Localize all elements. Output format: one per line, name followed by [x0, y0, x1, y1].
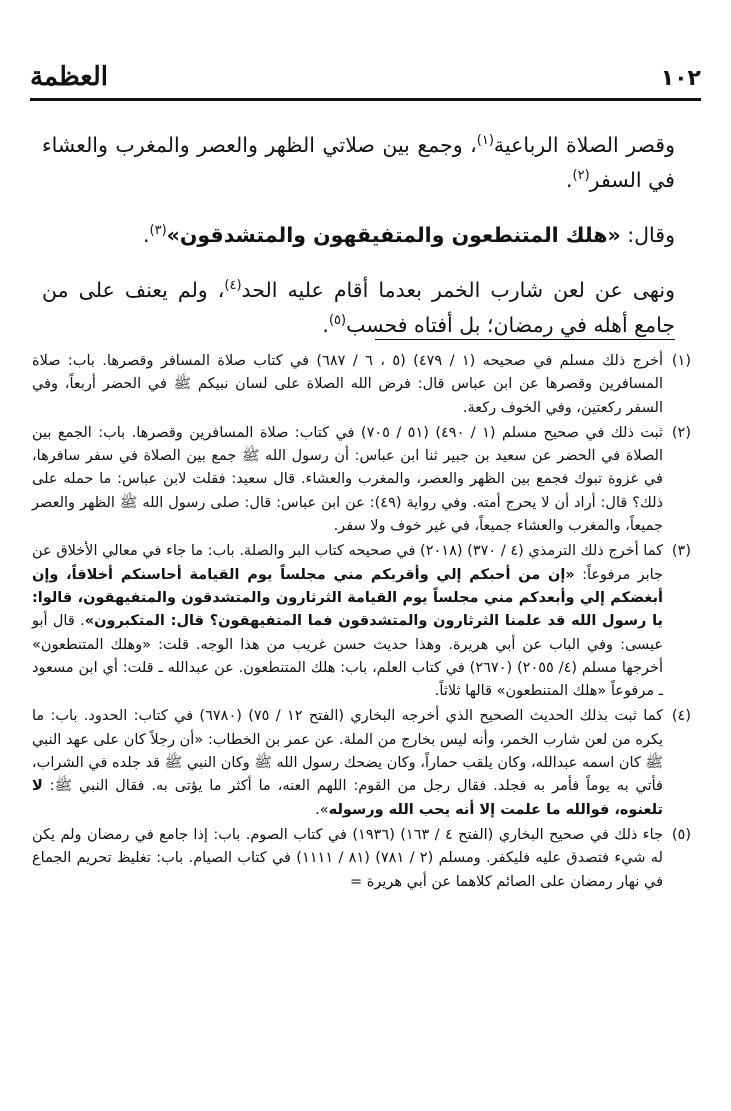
paragraph	[42, 273, 675, 343]
text-run: كما ثبت بذلك الحديث الصحيح الذي أخرجه البخاري (الفتح ١٢ / ٧٥) (٦٧٨٠) في كتاب: الحدود. باب: ما يكره من لعن شارب الخمر، وأنه ليس بخارج من الملة. عن عمر بن الخطاب: «أن رجلاً كان على عهد النبي ﷺ كان اسمه عبدالله، وكان يلقب حماراً، وكان يضحك رسول الله ﷺ وكان النبي ﷺ قد جلده في الشراب، فأتي به يوماً فأمر به فجلد. فقال رجل من القوم: اللهم العنه، ما أكثر ما يؤتى به. فقال النبي ﷺ:	[32, 708, 663, 795]
text-run: ، وجمع بين صلاتي الظهر والعصر والمغرب والعشاء في السفر	[42, 133, 675, 192]
footnotes	[32, 350, 691, 896]
text-run: . قال أبو عيسى: وفي الباب عن أبي هريرة. وهذا حديث حسن غريب من هذا الوجه. قلت: «وهلك المتنطعون» أخرجها مسلم (٤/ ٢٠٥٥) (٢٦٧٠) في كتاب العلم، باب: هلك المتنطعون. عن عبدالله ـ قلت: أي ابن مسعود ـ مرفوعاً «هلك المتنطعون» قالها ثلاثاً.	[32, 613, 663, 700]
hadith-quote: لا تلعنوه، فوالله ما علمت إلا أنه يحب الله ورسوله	[32, 778, 663, 818]
footnote-text: ثبت ذلك في صحيح مسلم (١ / ٤٩٠) (٥١ / ٧٠٥) في كتاب: صلاة المسافرين وقصرها. باب: الجمع بين الصلاة في الحضر عن سعيد بن جبير ثنا ابن عباس: أن رسول الله ﷺ جمع بين الصلاة في سفر سافرها، في غزوة تبوك فجمع بين الظهر والعصر، والمغرب والعشاء. قال سعيد: فقلت لابن عباس: ما حمله على ذلك؟ قال: أراد أن لا يحرج أمته. وفي رواية (٤٩): عن ابن عباس: قال: صلى رسول الله ﷺ الظهر والعصر جميعاً، والمغرب والعشاء جميعاً، في غير خوف ولا سفر.	[32, 424, 663, 535]
footnote-number: (٢)	[671, 424, 691, 441]
footnote-ref[interactable]: (٣)	[149, 223, 167, 239]
footnote-ref[interactable]: (٥)	[328, 313, 347, 329]
footnote-ref[interactable]: (٤)	[224, 278, 242, 294]
text-run: ، ولم يعنف على من جامع أهله في رمضان؛ بل أفتاه فحسب	[42, 278, 675, 337]
footnote	[32, 540, 691, 703]
footnote-ref[interactable]: (١)	[476, 133, 494, 149]
footnote-number: (٣)	[671, 543, 691, 560]
footnote	[32, 824, 691, 894]
hadith-quote: «هلك المتنطعون والمتفيقهون والمتشدقون»	[166, 223, 621, 247]
text-run: وقال:	[620, 223, 675, 247]
footnote	[32, 705, 691, 821]
text-run: ونهى عن لعن شارب الخمر بعدما أقام عليه الحد	[241, 278, 675, 302]
paragraph	[42, 128, 675, 198]
page-header	[30, 62, 701, 98]
text-run: وقصر الصلاة الرباعية	[493, 133, 676, 157]
footnote-separator	[375, 339, 675, 340]
hadith-quote: «إن من أحبكم إلي وأقربكم مني مجلساً يوم القيامة أحاسنكم أخلاقاً، وإن أبغضكم إلي وأبعدكم مني مجلساً يوم القيامة الثرثارون والمتشدقون والمتفيهقون، قالوا: يا رسول الله قد علمنا الثرثارون والمتشدقون فما المتفيهقون؟ قال: المتكبرون»	[32, 566, 663, 630]
footnote-number: (٤)	[671, 708, 691, 725]
footnote	[32, 350, 691, 420]
text-run: .	[322, 313, 329, 337]
paragraph	[42, 218, 675, 253]
footnote-text	[32, 540, 663, 703]
footnote-ref[interactable]: (٢)	[572, 168, 590, 184]
text-run: ».	[315, 801, 329, 818]
header-rule	[30, 98, 701, 101]
footnote	[32, 422, 691, 538]
text-run: .	[143, 223, 150, 247]
footnote-number: (١)	[671, 353, 691, 369]
page-number: ١٠٢	[660, 66, 701, 91]
footnote-number: (٥)	[671, 826, 691, 843]
footnote-text: جاء ذلك في صحيح البخاري (الفتح ٤ / ١٦٣) (١٩٣٦) في كتاب الصوم. باب: إذا جامع في رمضان ولم يكن له شيء فتصدق عليه فليكفر. ومسلم (٢ / ٧٨١) (٨١ / ١١١١) في كتاب الصيام. باب: تغليظ تحريم الجماع في نهار رمضان على الصائم كلاهما عن أبي هريرة =	[32, 826, 663, 890]
main-text	[42, 128, 675, 363]
text-run: .	[566, 168, 573, 192]
footnote-text	[32, 705, 663, 821]
running-title: العظمة	[30, 62, 108, 92]
text-run: كما أخرج ذلك الترمذي (٤ / ٣٧٠) (٢٠١٨) في صحيحه كتاب البر والصلة. باب: ما جاء في معالي الأخلاق عن جابر مرفوعاً:	[32, 543, 664, 583]
footnote-text: أخرج ذلك مسلم في صحيحه (١ / ٤٧٩) (٥ ، ٦ / ٦٨٧) في كتاب صلاة المسافر وقصرها. باب: صلاة المسافرين وقصرها عن ابن عباس قال: فرض الله الصلاة على لسان نبيكم ﷺ في الحضر أربعاً، وفي السفر ركعتين، وفي الخوف ركعة.	[32, 353, 663, 416]
